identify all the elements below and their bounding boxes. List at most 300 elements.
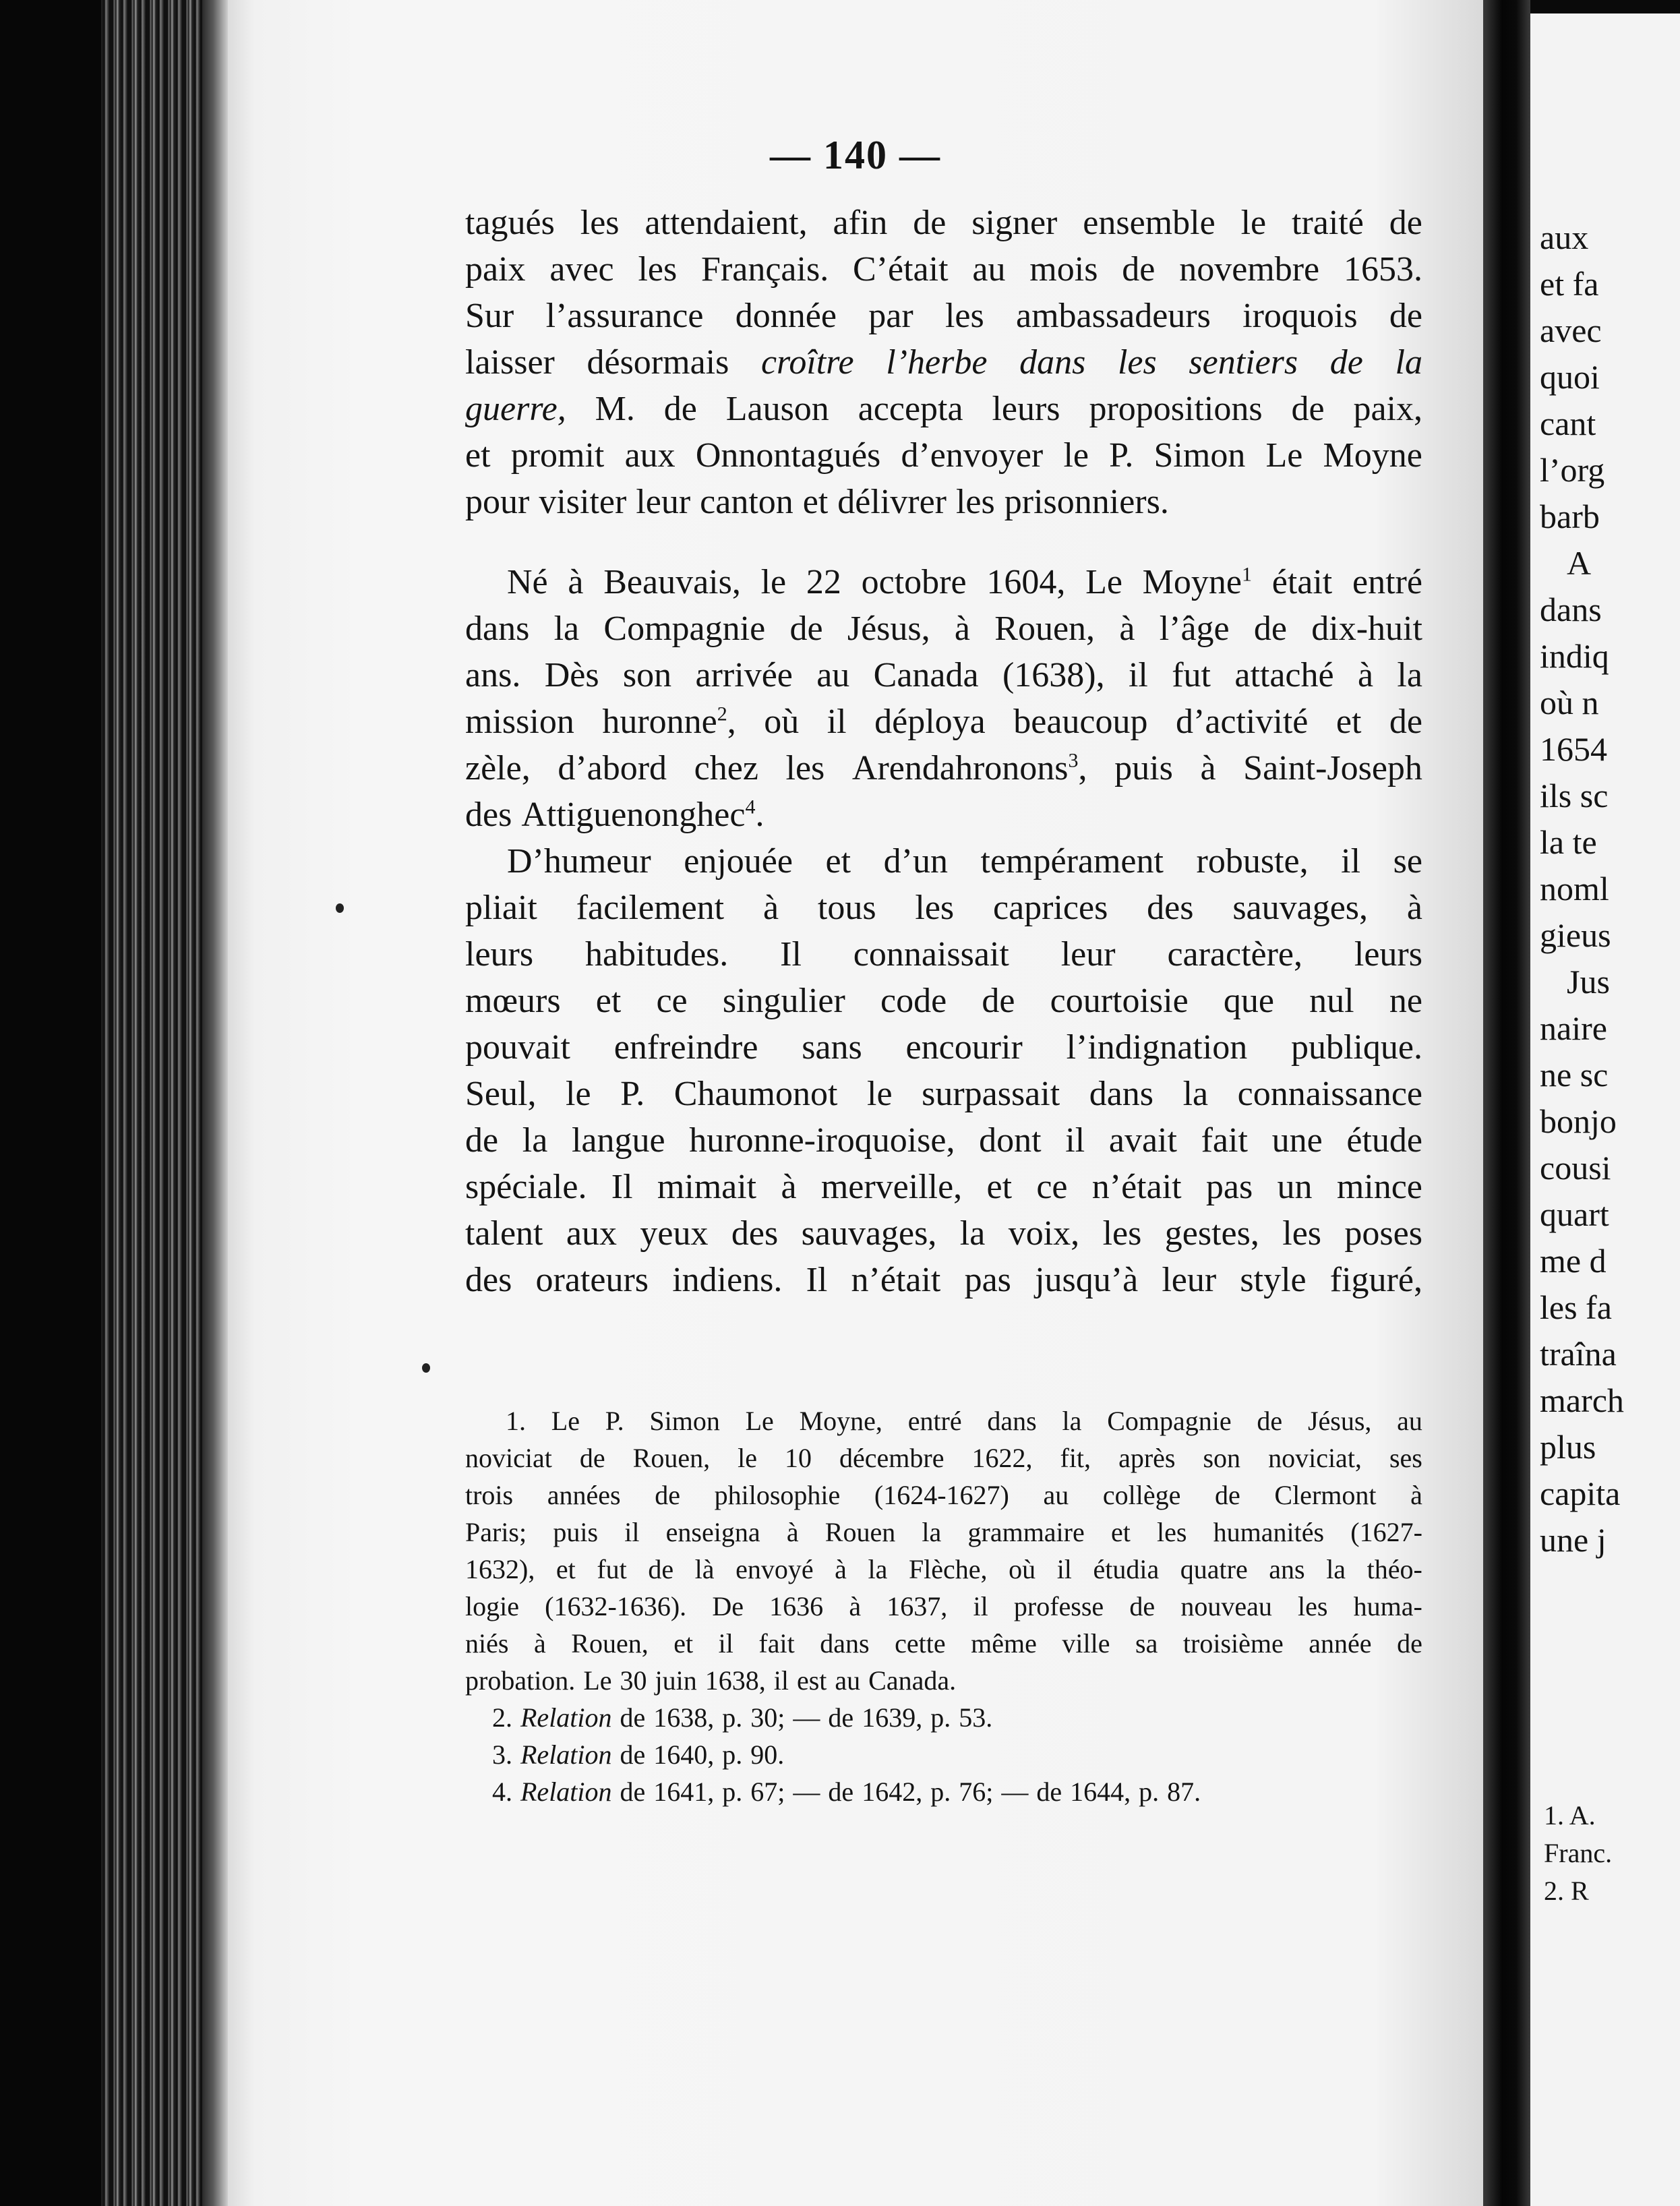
word: robuste,: [1196, 842, 1309, 881]
word: à: [1410, 1480, 1422, 1510]
right-page-line: et fa: [1540, 265, 1599, 303]
word: dix-huit: [1311, 609, 1422, 648]
word: ne: [1389, 982, 1422, 1020]
word: de: [1257, 1406, 1283, 1436]
paragraph-gap: [465, 525, 1422, 559]
right-page-line: A: [1567, 544, 1592, 582]
word: Flèche,: [908, 1554, 988, 1584]
word: ville: [1062, 1628, 1110, 1659]
text-line: [465, 1662, 1422, 1699]
word: 22: [806, 563, 841, 601]
word: talent: [465, 1214, 543, 1253]
word: avec: [549, 250, 614, 289]
word: après: [1118, 1443, 1176, 1473]
word: Simon: [1153, 436, 1246, 475]
word: fait: [758, 1628, 795, 1659]
word: leur: [636, 483, 691, 521]
word: il: [973, 1591, 988, 1621]
word: dans: [1089, 1075, 1154, 1113]
word: au: [816, 656, 850, 694]
word: 3.: [492, 1739, 512, 1770]
word: tempérament: [980, 842, 1164, 881]
word: connaissait: [853, 935, 1009, 974]
word: P.: [1109, 436, 1134, 475]
word: au: [835, 1665, 861, 1696]
word: année: [1309, 1628, 1372, 1659]
word: leurs: [1354, 935, 1422, 974]
right-page: [1530, 13, 1680, 2206]
word: les: [1102, 1214, 1142, 1253]
word: il: [773, 1665, 789, 1696]
word: au: [1043, 1480, 1069, 1510]
word: de: [1397, 1628, 1422, 1659]
word: sentiers: [1189, 343, 1298, 382]
word: 1622,: [971, 1443, 1033, 1473]
word: figuré,: [1329, 1261, 1422, 1299]
word: Lauson: [725, 390, 829, 428]
word: à: [835, 1554, 847, 1584]
word: Sur: [465, 297, 514, 335]
word: où: [764, 703, 800, 741]
word: signer: [971, 204, 1058, 242]
word: enjouée: [684, 842, 793, 881]
word: de: [1389, 703, 1422, 741]
word: p.: [722, 1702, 743, 1733]
word: arrivée: [695, 656, 793, 694]
word: ses: [1389, 1443, 1422, 1473]
word: au: [1397, 1406, 1422, 1436]
word: Rouen,: [632, 1443, 711, 1473]
word: orateurs: [535, 1261, 649, 1299]
word: pouvait: [465, 1028, 570, 1067]
word: 53.: [959, 1702, 993, 1733]
word: le: [1063, 436, 1089, 475]
right-page-line: march: [1540, 1381, 1624, 1419]
word: Relation: [520, 1777, 612, 1807]
footnote-ref: 2: [717, 703, 727, 725]
word: guerre,: [465, 390, 566, 428]
word: le: [867, 1075, 893, 1113]
word: dans: [1019, 343, 1086, 382]
word: philosophie: [714, 1480, 841, 1510]
word: la: [868, 1554, 888, 1584]
text-line: [465, 698, 1422, 745]
word: fait: [1201, 1121, 1248, 1160]
word: les: [944, 297, 984, 335]
word: de: [663, 390, 697, 428]
word: était: [1271, 563, 1333, 601]
footnote-fn4: [465, 1773, 1422, 1810]
word: 1.: [506, 1406, 526, 1436]
word: mince: [1336, 1168, 1422, 1206]
word: de: [579, 1443, 605, 1473]
word: C’était: [853, 250, 949, 289]
word: 1641,: [653, 1777, 715, 1807]
word: Compagnie: [1107, 1406, 1232, 1436]
word: Moyne,: [799, 1406, 882, 1436]
word: Moyne: [1323, 436, 1422, 475]
word: iroquois: [1242, 297, 1358, 335]
word: juin: [655, 1665, 697, 1696]
word: huronne$^2$,: [602, 703, 736, 741]
word: décembre: [839, 1443, 944, 1473]
text-line: [465, 792, 1422, 838]
word: est: [796, 1665, 827, 1696]
word: même: [971, 1628, 1037, 1659]
word: pour: [465, 483, 530, 521]
word: visiter: [539, 483, 627, 521]
word: d’un: [883, 842, 948, 881]
word: là: [694, 1554, 715, 1584]
word: n’était: [851, 1261, 941, 1299]
word: leurs: [992, 390, 1060, 428]
word: indiens.: [672, 1261, 783, 1299]
right-page-line: naire: [1540, 1009, 1607, 1047]
right-page-line: ils sc: [1540, 777, 1609, 814]
word: publique.: [1290, 1028, 1422, 1067]
word: Paris;: [465, 1517, 527, 1547]
word: avait: [1108, 1121, 1177, 1160]
word: donnée: [735, 297, 837, 335]
word: collège: [1102, 1480, 1181, 1510]
word: ce: [656, 982, 688, 1020]
word: Le: [583, 1665, 612, 1696]
word: connaissance: [1237, 1075, 1422, 1113]
word: et: [986, 1168, 1013, 1206]
spine-shadow: [0, 0, 101, 2206]
word: (1627-: [1350, 1517, 1422, 1547]
word: l’herbe: [886, 343, 988, 382]
word: ensemble: [1083, 204, 1216, 242]
word: Moyne$^1$: [1142, 563, 1252, 601]
word: les: [785, 749, 825, 787]
word: mois: [1029, 250, 1098, 289]
right-page-line: noml: [1540, 870, 1609, 907]
word: des: [465, 1261, 512, 1299]
word: tagués: [465, 204, 555, 242]
text-line: [465, 1024, 1422, 1071]
word: Simon: [649, 1406, 720, 1436]
word: et: [465, 436, 491, 475]
word: de: [1329, 343, 1363, 382]
text-line: [465, 1071, 1422, 1117]
word: de: [620, 1739, 646, 1770]
word: traité: [1292, 204, 1364, 242]
text-line: [465, 885, 1422, 931]
right-page-line: ne sc: [1540, 1056, 1609, 1094]
text-line: [465, 931, 1422, 978]
word: promit: [510, 436, 605, 475]
word: sa: [1135, 1628, 1158, 1659]
word: p.: [722, 1739, 743, 1770]
word: de: [1129, 1591, 1156, 1621]
word: au: [972, 250, 1006, 289]
word: beaucoup: [1013, 703, 1148, 741]
word: niés: [465, 1628, 509, 1659]
word: de: [982, 982, 1015, 1020]
word: les: [1157, 1517, 1187, 1547]
word: surpassait: [922, 1075, 1060, 1113]
word: logie: [465, 1591, 519, 1621]
right-page-line: l’org: [1540, 451, 1605, 489]
word: Il: [780, 935, 802, 974]
word: leur: [1162, 1261, 1217, 1299]
word: yeux: [640, 1214, 709, 1253]
word: cette: [895, 1628, 946, 1659]
word: il: [624, 1517, 640, 1547]
text-line: [465, 605, 1422, 652]
word: il: [827, 703, 847, 741]
word: de: [1215, 1480, 1240, 1510]
word: à: [849, 1591, 862, 1621]
word: la: [1326, 1554, 1346, 1584]
right-page-line: me d: [1540, 1242, 1607, 1280]
word: Rouen,: [994, 609, 1096, 648]
right-page-line: traîna: [1540, 1335, 1617, 1373]
word: caractère,: [1167, 935, 1302, 974]
word: l’âge: [1159, 609, 1230, 648]
word: de: [1389, 297, 1422, 335]
word: la: [522, 1121, 548, 1160]
word: de: [1122, 250, 1156, 289]
text-line: [465, 1439, 1422, 1477]
word: son: [1203, 1443, 1241, 1473]
text-line: [465, 432, 1422, 479]
word: (1632-1636).: [545, 1591, 687, 1621]
word: Compagnie: [603, 609, 766, 648]
word: paix: [465, 250, 526, 289]
word: P.: [620, 1075, 645, 1113]
word: à: [1119, 609, 1135, 648]
main-text: [465, 200, 1422, 1303]
word: ans.: [465, 656, 521, 694]
word: 4.: [492, 1777, 512, 1807]
page-stack-edge: [202, 0, 229, 2206]
word: 1604,: [986, 563, 1066, 601]
word: Beauvais,: [603, 563, 741, 601]
word: délivrer: [837, 483, 947, 521]
word: désormais: [587, 343, 729, 382]
word: attendaient,: [644, 204, 808, 242]
right-page-line: capita: [1540, 1474, 1621, 1512]
word: n’était: [1091, 1168, 1182, 1206]
word: la: [1062, 1406, 1082, 1436]
word: et: [595, 982, 622, 1020]
word: jusqu’à: [1035, 1261, 1139, 1299]
word: dans: [987, 1406, 1037, 1436]
word: chez: [694, 749, 758, 787]
word: P.: [605, 1406, 624, 1436]
word: se: [1393, 842, 1422, 881]
word: Relation: [520, 1739, 612, 1770]
word: ce: [1036, 1168, 1068, 1206]
word: huronne-iroquoise,: [689, 1121, 955, 1160]
right-page-line: barb: [1540, 498, 1600, 535]
right-page-line: dans: [1540, 591, 1602, 628]
right-page-line: quart: [1540, 1195, 1609, 1233]
word: langue: [571, 1121, 665, 1160]
word: l’assurance: [545, 297, 704, 335]
word: nul: [1309, 982, 1354, 1020]
word: entré: [1352, 563, 1422, 601]
word: d’activité: [1176, 703, 1309, 741]
word: dans: [820, 1628, 870, 1659]
word: leur: [1060, 935, 1116, 974]
right-page-footnote: 1. A.: [1544, 1800, 1596, 1830]
word: style: [1240, 1261, 1307, 1299]
word: théo-: [1367, 1554, 1422, 1584]
word: les: [580, 204, 620, 242]
word: Rouen: [824, 1517, 896, 1547]
book-gutter: [1483, 0, 1530, 2206]
page-number: — 140 —: [770, 133, 941, 177]
text-line: [465, 1551, 1422, 1588]
text-line: [465, 1514, 1422, 1551]
word: il: [1065, 1121, 1085, 1160]
word: quatre: [1180, 1554, 1248, 1584]
word: accepta: [858, 390, 963, 428]
word: la: [922, 1517, 942, 1547]
word: de: [620, 1777, 646, 1807]
word: que: [1223, 982, 1274, 1020]
right-page-line: cousi: [1540, 1149, 1611, 1187]
word: propositions: [1089, 390, 1263, 428]
word: enfreindre: [613, 1028, 758, 1067]
word: p.: [1139, 1777, 1160, 1807]
text-line: [465, 1402, 1422, 1439]
footnote-fn2: [465, 1699, 1422, 1736]
word: étudia: [1093, 1554, 1160, 1584]
word: ans: [1269, 1554, 1305, 1584]
word: 2.: [492, 1702, 512, 1733]
word: il: [1341, 842, 1361, 881]
right-page-text: [1540, 214, 1624, 1563]
word: troisième: [1182, 1628, 1284, 1659]
right-page-line: quoi: [1540, 358, 1600, 396]
word: 10: [785, 1443, 812, 1473]
right-page-line: gieus: [1540, 916, 1611, 954]
word: dans: [465, 609, 530, 648]
word: paix,: [1353, 390, 1422, 428]
word: Clermont: [1274, 1480, 1377, 1510]
word: envoyé: [736, 1554, 814, 1584]
text-line: [465, 339, 1422, 386]
word: —: [793, 1777, 820, 1807]
word: son: [622, 656, 672, 694]
word: Jésus,: [1307, 1406, 1372, 1436]
text-line: [465, 1117, 1422, 1164]
word: de: [620, 1702, 646, 1733]
word: —: [1001, 1777, 1029, 1807]
word: la: [1182, 1075, 1209, 1113]
text-line: [465, 1588, 1422, 1625]
word: humanités: [1213, 1517, 1325, 1547]
word: 1640,: [653, 1739, 715, 1770]
text-line: [465, 1477, 1422, 1514]
word: afin: [833, 204, 888, 242]
word: huma-: [1353, 1591, 1422, 1621]
word: noviciat: [465, 1443, 552, 1473]
word: 1642,: [862, 1777, 923, 1807]
word: à: [1357, 656, 1374, 694]
word: zèle,: [465, 749, 531, 787]
word: Canada.: [868, 1665, 957, 1696]
word: à: [568, 563, 584, 601]
word: d’abord: [558, 749, 667, 787]
word: sauvages,: [1232, 889, 1369, 927]
word: et: [556, 1554, 576, 1584]
right-page-line: cant: [1540, 405, 1596, 442]
word: il: [718, 1628, 733, 1659]
word: tous: [817, 889, 876, 927]
word: grammaire: [967, 1517, 1085, 1547]
right-page-line: la te: [1540, 823, 1597, 861]
word: les: [1298, 1591, 1328, 1621]
word: le: [566, 1075, 591, 1113]
text-line: [465, 246, 1422, 293]
text-line: [465, 1164, 1422, 1210]
right-page-line: Jus: [1567, 963, 1610, 1001]
word: Relation: [520, 1702, 612, 1733]
word: 1639,: [862, 1702, 923, 1733]
word: la: [959, 1214, 986, 1253]
word: de: [1291, 390, 1325, 428]
footnotes: [465, 1402, 1422, 1810]
word: attaché: [1234, 656, 1334, 694]
word: Il: [611, 1168, 633, 1206]
word: les: [1282, 1214, 1322, 1253]
word: entré: [907, 1406, 962, 1436]
word: 1644,: [1070, 1777, 1131, 1807]
word: 76;: [959, 1777, 994, 1807]
word: Canada: [873, 656, 979, 694]
word: pas: [1205, 1168, 1253, 1206]
word: spéciale.: [465, 1168, 587, 1206]
right-page-line: une j: [1540, 1521, 1607, 1559]
word: (1624-1627): [874, 1480, 1009, 1510]
text-line: [465, 1625, 1422, 1662]
word: fut: [1172, 656, 1211, 694]
word: mimait: [657, 1168, 757, 1206]
word: 1637,: [887, 1591, 948, 1621]
right-page-line: plus: [1540, 1428, 1596, 1466]
word: mission: [465, 703, 574, 741]
word: De: [712, 1591, 744, 1621]
word: fit,: [1060, 1443, 1091, 1473]
word: aux: [566, 1214, 618, 1253]
word: à: [786, 1517, 799, 1547]
word: enseigna: [665, 1517, 760, 1547]
text-line: [465, 1257, 1422, 1303]
text-line: [465, 838, 1422, 885]
word: Il: [806, 1261, 828, 1299]
word: leurs: [465, 935, 534, 974]
word: M.: [595, 390, 635, 428]
word: 87.: [1167, 1777, 1201, 1807]
word: 1636: [769, 1591, 824, 1621]
word: les: [955, 483, 995, 521]
word: les: [915, 889, 955, 927]
word: caprices: [993, 889, 1108, 927]
word: Le: [1265, 436, 1303, 475]
right-page-line: les fa: [1540, 1288, 1612, 1326]
word: Saint-Joseph: [1243, 749, 1422, 787]
word: gestes,: [1164, 1214, 1259, 1253]
word: 1638,: [653, 1702, 715, 1733]
word: Né: [507, 563, 548, 601]
word: pas: [964, 1261, 1011, 1299]
word: canton: [700, 483, 793, 521]
